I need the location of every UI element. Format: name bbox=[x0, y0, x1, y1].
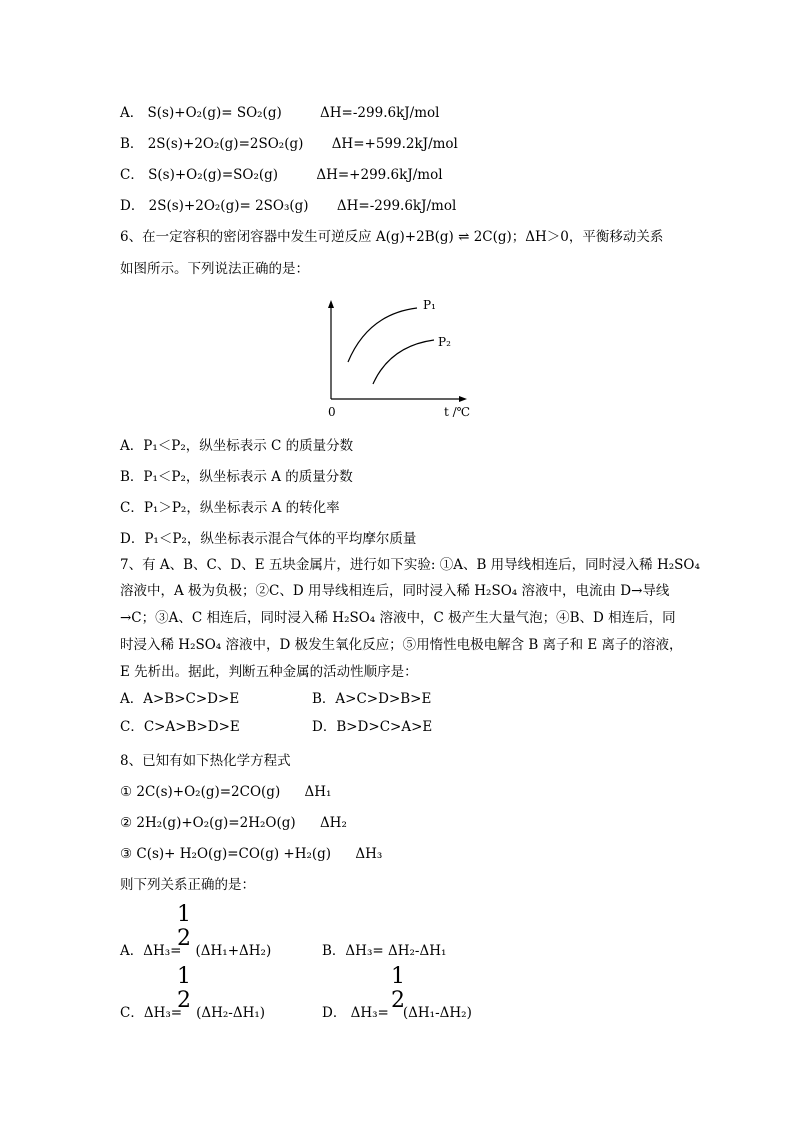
equation: 2S(s)+2O₂(g)= 2SO₃(g) bbox=[148, 198, 309, 214]
q6-graph bbox=[320, 292, 470, 422]
enthalpy: ΔH=-299.6kJ/mol bbox=[320, 105, 440, 121]
equation: S(s)+O₂(g)=SO₂(g) bbox=[148, 167, 279, 183]
q7-line1: 7、有 A、B、C、D、E 五块金属片，进行如下实验: ①A、B 用导线相连后，同时浸入稀 H₂SO₄ bbox=[120, 557, 700, 573]
curve-p1 bbox=[348, 308, 417, 362]
q5-option-c bbox=[120, 166, 443, 184]
q6-option-c: C．P₁＞P₂，纵坐标表示 A 的转化率 bbox=[120, 500, 340, 516]
origin-label: 0 bbox=[328, 405, 336, 419]
q8-c-frac-den: 2 bbox=[177, 988, 191, 1013]
option-letter: C． bbox=[120, 167, 144, 183]
q8-a-frac-den: 2 bbox=[177, 926, 191, 951]
curve-p1-label: P₁ bbox=[423, 298, 436, 312]
q8-stem: 8、已知有如下热化学方程式 bbox=[120, 753, 291, 769]
option-rhs: (ΔH₂-ΔH₁) bbox=[196, 1005, 266, 1021]
x-axis-arrow bbox=[459, 396, 467, 402]
q8-eq2 bbox=[120, 814, 347, 832]
q6-option-a: A．P₁＜P₂，纵坐标表示 C 的质量分数 bbox=[120, 438, 354, 454]
enthalpy: ΔH=+299.6kJ/mol bbox=[316, 167, 443, 183]
enthalpy: ΔH₁ bbox=[304, 784, 332, 800]
equation: 2S(s)+2O₂(g)=2SO₂(g) bbox=[147, 136, 304, 152]
option-letter: A． bbox=[120, 105, 144, 121]
enthalpy: ΔH₂ bbox=[319, 815, 347, 831]
equation: ② 2H₂(g)+O₂(g)=2H₂O(g) bbox=[120, 815, 296, 831]
x-axis-label: t /℃ bbox=[444, 405, 470, 419]
curve-p2-label: P₂ bbox=[438, 335, 451, 349]
q8-d-frac-num: 1 bbox=[391, 964, 405, 989]
q5-option-a bbox=[120, 104, 439, 122]
q8-d-frac-den: 2 bbox=[391, 988, 405, 1013]
q6-stem-line1: 6、在一定容积的密闭容器中发生可逆反应 A(g)+2B(g) ⇌ 2C(g)；ΔH＞0，平衡移动关系 bbox=[120, 229, 664, 245]
q7-options-row1 bbox=[120, 690, 239, 708]
option-lhs: D． ΔH₃= bbox=[322, 1005, 389, 1021]
q8-option-b: B．ΔH₃= ΔH₂-ΔH₁ bbox=[322, 943, 447, 959]
q8-option-c bbox=[120, 1004, 265, 1022]
equation: ① 2C(s)+O₂(g)=2CO(g) bbox=[120, 784, 281, 800]
q8-eq1 bbox=[120, 783, 331, 801]
option-rhs: (ΔH₁+ΔH₂) bbox=[195, 943, 272, 959]
q8-a-frac-num: 1 bbox=[177, 902, 191, 927]
q8-option-a bbox=[120, 942, 271, 960]
option-lhs: C．ΔH₃= bbox=[120, 1005, 183, 1021]
enthalpy: ΔH=+599.2kJ/mol bbox=[331, 136, 458, 152]
equation: S(s)+O₂(g)= SO₂(g) bbox=[147, 105, 282, 121]
curve-p2 bbox=[373, 340, 434, 384]
q7-line4: 时浸入稀 H₂SO₄ 溶液中，D 极发生氧化反应；⑤用惰性电极电解含 B 离子和 E 离子的溶液， bbox=[120, 637, 683, 653]
q8-prompt: 则下列关系正确的是： bbox=[120, 877, 255, 893]
q7-option-b: B．A>C>D>B>E bbox=[312, 691, 432, 707]
option-rhs: (ΔH₁-ΔH₂) bbox=[402, 1005, 472, 1021]
y-axis-arrow bbox=[328, 300, 334, 308]
q8-eq3 bbox=[120, 845, 382, 863]
q7-option-a: A．A>B>C>D>E bbox=[120, 691, 240, 707]
q7-line3: →C；③A、C 相连后，同时浸入稀 H₂SO₄ 溶液中，C 极产生大量气泡；④B、D 相连后，同 bbox=[120, 610, 676, 626]
enthalpy: ΔH=-299.6kJ/mol bbox=[336, 198, 457, 214]
q8-c-frac-num: 1 bbox=[177, 964, 191, 989]
q8-option-d bbox=[322, 1004, 472, 1022]
option-letter: D． bbox=[120, 198, 145, 214]
option-letter: B． bbox=[120, 136, 144, 152]
q6-option-b: B．P₁＜P₂，纵坐标表示 A 的质量分数 bbox=[120, 469, 353, 485]
q7-option-d: D．B>D>C>A>E bbox=[312, 719, 433, 735]
q7-line5: E 先析出。据此，判断五种金属的活动性顺序是： bbox=[120, 664, 418, 680]
q5-option-b bbox=[120, 135, 458, 153]
q5-option-d bbox=[120, 197, 456, 215]
q6-stem-line2: 如图所示。下列说法正确的是： bbox=[120, 261, 309, 277]
equation: ③ C(s)+ H₂O(g)=CO(g) +H₂(g) bbox=[120, 846, 332, 862]
q7-line2: 溶液中，A 极为负极；②C、D 用导线相连后，同时浸入稀 H₂SO₄ 溶液中，电流由 D→导线 bbox=[120, 583, 670, 599]
enthalpy: ΔH₃ bbox=[355, 846, 383, 862]
q6-option-d: D．P₁＜P₂，纵坐标表示混合气体的平均摩尔质量 bbox=[120, 531, 417, 547]
option-lhs: A．ΔH₃= bbox=[120, 943, 182, 959]
q7-option-c: C．C>A>B>D>E bbox=[120, 719, 240, 735]
